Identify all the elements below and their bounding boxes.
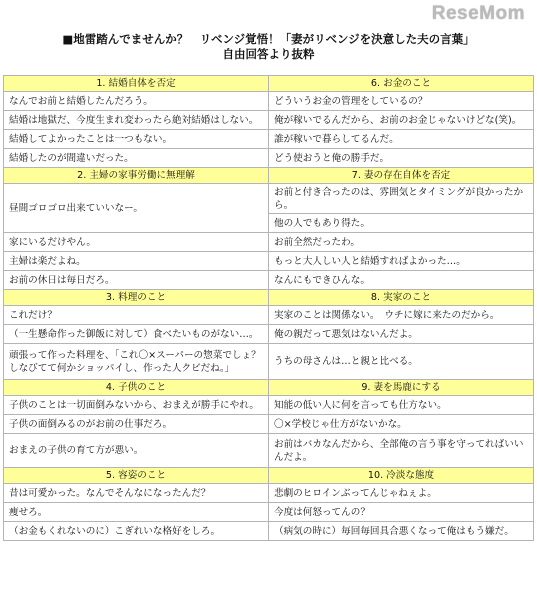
quote-cell: これだけ？ — [4, 306, 269, 325]
quote-line: しなびてて何かショッパイし、作った人クビだね。」 — [9, 362, 235, 374]
quote-cell: 今度は何怒ってんの？ — [269, 503, 534, 522]
quote-cell: 子供のことは一切面倒みないから、おまえが勝手にやれ。 — [4, 396, 269, 415]
quote-cell: なんでお前と結婚したんだろう。 — [4, 92, 269, 111]
section-header-row — [4, 468, 534, 484]
quote-cell: 〇×学校じゃ仕方がないかな。 — [269, 415, 534, 434]
resemom-logo: ReseMom — [431, 3, 525, 24]
category-header: 3. 料理のこと — [4, 290, 269, 306]
quote-cell: もっと大人しい人と結婚すればよかった…。 — [269, 252, 534, 271]
quote-row — [4, 344, 534, 380]
section-header-row — [4, 380, 534, 396]
quote-cell: （お金もくれないのに）こぎれいな格好をしろ。 — [4, 522, 269, 541]
quote-cell: （病気の時に）毎回毎回具合悪くなって俺はもう嫌だ。 — [269, 522, 534, 541]
quote-cell: 俺の親だって悪気はないんだよ。 — [269, 325, 534, 344]
page-subtitle: 自由回答より抜粋 — [222, 47, 315, 61]
category-header: 2. 主婦の家事労働に無理解 — [4, 168, 269, 184]
section-header-row — [4, 76, 534, 92]
quotes-table — [3, 75, 534, 541]
quote-cell: おまえの子供の育て方が悪い。 — [4, 434, 269, 468]
quote-row — [4, 325, 534, 344]
quote-cell: どう使おうと俺の勝手だ。 — [269, 149, 534, 168]
quote-cell: 俺が稼いでるんだから、お前のお金じゃないけどな(笑)。 — [269, 111, 534, 130]
quote-cell: 結婚は地獄だ、今度生まれ変わったら絶対結婚はしない。 — [4, 111, 269, 130]
quote-cell: 結婚したのが間違いだった。 — [4, 149, 269, 168]
quote-cell: なんにもできひんな。 — [269, 271, 534, 290]
category-header: 8. 実家のこと — [269, 290, 534, 306]
quote-row — [4, 252, 534, 271]
quote-row — [4, 130, 534, 149]
section-header-row — [4, 168, 534, 184]
quote-row — [4, 522, 534, 541]
quote-cell: 主婦は楽だよね。 — [4, 252, 269, 271]
section-header-row — [4, 290, 534, 306]
quote-row — [4, 434, 534, 468]
quote-row — [4, 271, 534, 290]
quote-row — [4, 233, 534, 252]
quote-cell: お前はバカなんだから、全部俺の言う事を守ってればいいんだよ。 — [269, 434, 534, 468]
quote-cell: 痩せろ。 — [4, 503, 269, 522]
quote-row — [4, 503, 534, 522]
quote-cell: （一生懸命作った御飯に対して）食べたいものがない…。 — [4, 325, 269, 344]
quote-cell: 昼間ゴロゴロ出来ていいなー。 — [4, 184, 269, 233]
quote-cell: 結婚してよかったことは一つもない。 — [4, 130, 269, 149]
quote-row — [4, 415, 534, 434]
quote-cell: 家にいるだけやん。 — [4, 233, 269, 252]
category-header: 10. 冷淡な態度 — [269, 468, 534, 484]
quote-cell: 実家のことは関係ない。 ウチに嫁に来たのだから。 — [269, 306, 534, 325]
quote-cell: 誰が稼いで暮らしてるんだ。 — [269, 130, 534, 149]
category-header: 9. 妻を馬鹿にする — [269, 380, 534, 396]
quote-cell — [4, 344, 269, 380]
quote-cell: どういうお金の管理をしているの？ — [269, 92, 534, 111]
quote-row — [4, 184, 534, 214]
quote-cell: 知能の低い人に何を言っても仕方ない。 — [269, 396, 534, 415]
quote-cell: 他の人でもあり得た。 — [269, 214, 534, 233]
quote-row — [4, 92, 534, 111]
quote-cell: お前全然だったわ。 — [269, 233, 534, 252]
quote-row — [4, 306, 534, 325]
quote-cell: 昔は可愛かった。なんでそんなになったんだ？ — [4, 484, 269, 503]
quote-cell: お前の休日は毎日だろ。 — [4, 271, 269, 290]
quote-row — [4, 149, 534, 168]
quote-cell: 子供の面倒みるのがお前の仕事だろ。 — [4, 415, 269, 434]
quote-row — [4, 396, 534, 415]
quote-row — [4, 111, 534, 130]
quote-cell: うちの母さんは…と親と比べる。 — [269, 344, 534, 380]
quote-line: 頑張って作った料理を、「これ〇×スーパーの惣菜でしょ？ — [9, 349, 261, 361]
quote-row — [4, 484, 534, 503]
category-header: 6. お金のこと — [269, 76, 534, 92]
category-header: 7. 妻の存在自体を否定 — [269, 168, 534, 184]
quote-cell: お前と付き合ったのは、雰囲気とタイミングが良かったから。 — [269, 184, 534, 214]
page-title: ■地雷踏んでませんか？ リベンジ覚悟！「妻がリベンジを決意した夫の言葉」 — [62, 32, 475, 46]
category-header: 4. 子供のこと — [4, 380, 269, 396]
category-header: 5. 容姿のこと — [4, 468, 269, 484]
quote-cell: 悲劇のヒロインぶってんじゃねぇよ。 — [269, 484, 534, 503]
category-header: 1. 結婚自体を否定 — [4, 76, 269, 92]
